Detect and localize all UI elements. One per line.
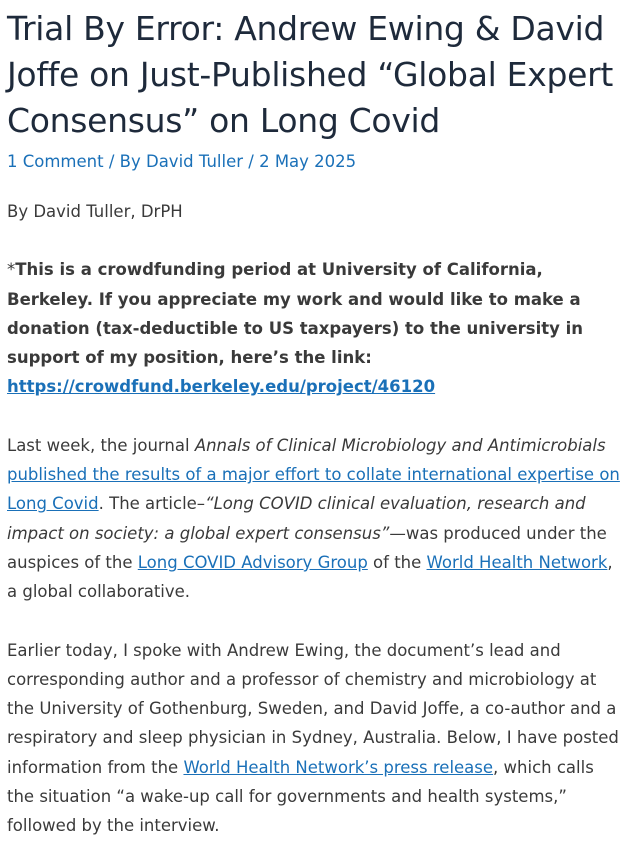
world-health-network-link[interactable]: World Health Network [426,552,608,572]
post-title: Trial By Error: Andrew Ewing & David Joffe on Just-Published “Global Expert Consensus” on Long Covid [7,9,614,140]
para2-text-1: Earlier today, I spoke with Andrew Ewing, the document’s lead and corresponding author and a professor of chemistry and microbiology at the University of Gothenburg, Sweden, and David Joffe, a co-author and a respiratory and sleep physician in Sydney, Australia. Below, I have posted information from the [7,640,619,777]
post-date: 2 May 2025 [259,152,357,171]
crowdfunding-notice [7,255,625,401]
post-meta [7,150,625,174]
para1-text-1: Last week, the journal [7,435,195,455]
crowdfund-text: This is a crowdfunding period at University of California, Berkeley. If you appreciate my work and would like to make a donation (tax-deductible to US taxpayers) to the university in support of my position, here’s the link: [7,260,584,368]
long-covid-advisory-group-link[interactable]: Long COVID Advisory Group [137,552,368,572]
meta-separator-by: / By [103,152,146,171]
post-content [7,197,625,841]
para2-text-2: , which calls the situation “a wake-up call for governments and health systems,” followed by the interview. [7,757,594,836]
para1-text-3: . The article– [98,494,206,514]
byline: By David Tuller, DrPH [7,202,183,221]
crowdfund-link[interactable]: https://crowdfund.berkeley.edu/project/46120 [7,377,436,397]
para1-text-5: of the [367,552,427,572]
paragraph-interview [7,636,625,841]
comments-link[interactable]: 1 Comment [7,152,104,171]
press-release-link[interactable]: World Health Network’s press release [183,757,494,777]
para1-text-4: —was produced under the auspices of the [7,523,607,572]
author-link[interactable]: David Tuller [145,152,244,171]
paragraph-intro [7,431,625,607]
published-results-link[interactable]: published the results of a major effort to collate international expertise on Long Covid [7,465,620,514]
journal-name: Annals of Clinical Microbiology and Antimicrobials [194,435,606,455]
article-title: “Long COVID clinical evaluation, research and impact on society: a global expert consensus” [7,494,586,543]
para1-text-6: , a global collaborative. [7,552,613,602]
crowdfund-asterisk: * [7,260,16,280]
meta-separator: / [243,152,260,171]
